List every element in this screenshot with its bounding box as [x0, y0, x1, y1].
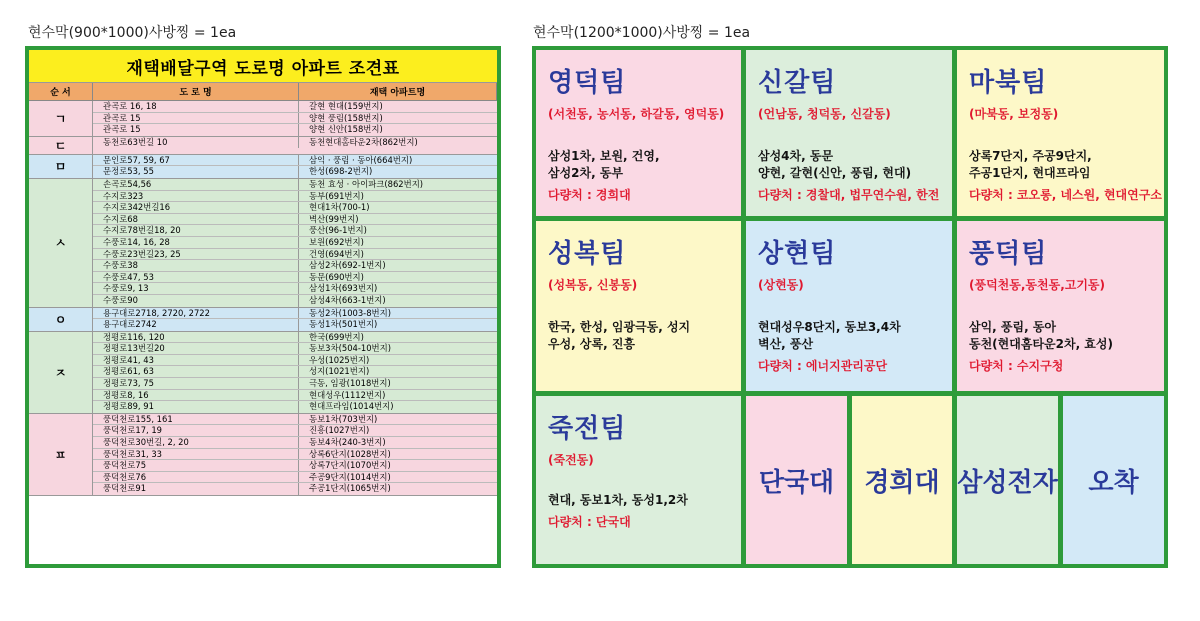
apartment-cell: 삼익 · 풍림 · 동아(664번지): [309, 154, 413, 165]
table-row: [93, 179, 497, 191]
road-name-cell: 수풍로38: [93, 260, 299, 271]
road-name-cell: 관곡로 15: [93, 113, 299, 124]
apartment-cell: 진흥(1027번지): [309, 425, 370, 436]
apartment-line: 삼성4차, 동문: [758, 149, 834, 163]
table-group: [29, 414, 497, 496]
table-row: [93, 366, 497, 378]
apartment-cell: 양현 신안(158번지): [309, 124, 383, 135]
team-singal: [746, 50, 952, 216]
table-title: 재택배달구역 도로명 아파트 조견표: [29, 50, 497, 83]
road-name-cell: 문인로57, 59, 67: [93, 155, 299, 166]
apartment-cell: 보원(692번지): [309, 236, 364, 247]
apartment-cell: 한성(698-2번지): [309, 166, 373, 177]
road-name-cell: 수지로323: [93, 191, 299, 202]
table-row: [93, 166, 497, 178]
team-jukjeon: [536, 396, 741, 564]
apartment-cell: 상록6단지(1028번지): [309, 448, 391, 459]
road-name-cell: 정평로116, 120: [93, 332, 299, 343]
road-name-cell: 수풍로47, 53: [93, 272, 299, 283]
table-row: [93, 225, 497, 237]
team-areas: (상현동): [758, 278, 804, 292]
table-row: [93, 437, 497, 449]
road-name-cell: 풍덕천로76: [93, 472, 299, 483]
table-row: [93, 343, 497, 355]
table-row: [93, 414, 497, 426]
place-samsung: 삼성전자: [957, 396, 1058, 564]
apartment-line: 현대, 동보1차, 동성1,2차: [548, 493, 688, 507]
team-name: 상현팀: [758, 239, 837, 269]
table-row: [93, 295, 497, 307]
road-name-cell: 정평로73, 75: [93, 378, 299, 389]
header-road: 도 로 명: [93, 83, 299, 101]
table-group: [29, 155, 497, 179]
team-yeongdeok: [536, 50, 741, 216]
table-row: [93, 449, 497, 461]
apartment-cell: 동보4차(240-3번지): [309, 437, 386, 448]
team-apartments: [758, 319, 942, 353]
place-dankook: 단국대: [746, 396, 847, 564]
table-row: [93, 283, 497, 295]
table-row: [93, 460, 497, 472]
group-key: ㅁ: [29, 155, 93, 178]
apartment-cell: 주공1단지(1065번지): [309, 483, 391, 494]
table-row: [93, 472, 497, 484]
road-name-cell: 수지로78번길18, 20: [93, 225, 299, 236]
road-name-cell: 용구대로2718, 2720, 2722: [93, 308, 299, 319]
team-pungdeok: [957, 221, 1164, 391]
table-row: [93, 483, 497, 495]
place-kyunghee: 경희대: [852, 396, 952, 564]
table-row: [93, 237, 497, 249]
apartment-cell: 삼성2차(692-1번지): [309, 260, 386, 271]
road-name-cell: 풍덕천로30번길, 2, 20: [93, 437, 299, 448]
team-bulk-recipient: 다량처 : 단국대: [548, 515, 631, 529]
apartment-line: 상록7단지, 주공9단지,: [969, 149, 1092, 163]
table-row: [93, 425, 497, 437]
road-name-cell: 수지로68: [93, 214, 299, 225]
table-row: [93, 378, 497, 390]
road-name-cell: 관곡로 16, 18: [93, 101, 299, 112]
team-name: 죽전팀: [548, 414, 627, 444]
team-apartments: [969, 319, 1154, 353]
apartment-cell: 현대프라임(1014번지): [309, 401, 394, 412]
apartment-cell: 동성1차(501번지): [309, 319, 378, 330]
road-name-cell: 손곡로54,56: [93, 179, 299, 190]
team-areas: (죽전동): [548, 453, 594, 467]
team-bulk-recipient: 다량처 : 코오롱, 네스원, 현대연구소: [969, 188, 1162, 202]
table-row: [93, 390, 497, 402]
apartment-cell: 양현 풍림(158번지): [309, 112, 383, 123]
apartment-cell: 동보1차(703번지): [309, 413, 378, 424]
team-name: 마북팀: [969, 68, 1048, 98]
table-row: [93, 202, 497, 214]
road-name-cell: 풍덕천로91: [93, 483, 299, 495]
apartment-cell: 극동, 임광(1018번지): [309, 378, 391, 389]
group-key: ㅇ: [29, 308, 93, 331]
team-areas: (서천동, 농서동, 하갈동, 영덕동): [548, 107, 725, 121]
team-grid: [532, 46, 1168, 568]
road-name-cell: 정평로41, 43: [93, 355, 299, 366]
apartment-line: 현대성우8단지, 동보3,4차: [758, 320, 901, 334]
team-areas: (언남동, 청덕동, 신갈동): [758, 107, 891, 121]
team-areas: (성복동, 신봉동): [548, 278, 638, 292]
table-row: [93, 260, 497, 272]
table-group: [29, 332, 497, 414]
road-name-cell: 관곡로 15: [93, 124, 299, 136]
team-name: 신갈팀: [758, 68, 837, 98]
table-row: [93, 308, 497, 320]
group-key: ㅍ: [29, 414, 93, 495]
team-apartments: [758, 148, 942, 182]
table-row: [93, 272, 497, 284]
apartment-line: 삼성2차, 동부: [548, 166, 624, 180]
table-header: [29, 83, 497, 101]
header-apartment: 재택 아파트명: [299, 83, 497, 101]
road-name-cell: 수지로342번길16: [93, 202, 299, 213]
apartment-line: 한국, 한성, 임광극동, 성지: [548, 320, 691, 334]
place-misdelivery: 오착: [1063, 396, 1164, 564]
team-areas: (마북동, 보정동): [969, 107, 1059, 121]
table-row: [93, 319, 497, 331]
apartment-cell: 동성2차(1003-8번지): [309, 307, 391, 318]
apartment-cell: 건영(694번지): [309, 248, 364, 259]
road-name-cell: 정평로8, 16: [93, 390, 299, 401]
road-name-cell: 수풍로14, 16, 28: [93, 237, 299, 248]
apartment-line: 삼성1차, 보원, 건영,: [548, 149, 660, 163]
road-name-cell: 풍덕천로155, 161: [93, 414, 299, 425]
header-order: 순 서: [29, 83, 93, 101]
road-name-cell: 수풍로23번길23, 25: [93, 249, 299, 260]
table-group: [29, 179, 497, 308]
road-name-cell: 정평로13번길20: [93, 343, 299, 354]
apartment-cell: 한국(699번지): [309, 331, 364, 342]
road-name-cell: 정평로61, 63: [93, 366, 299, 377]
road-name-cell: 풍덕천로75: [93, 460, 299, 471]
road-name-cell: 수풍로9, 13: [93, 283, 299, 294]
road-name-cell: 수풍로90: [93, 295, 299, 307]
left-banner-caption: 현수막(900*1000)사방찡 = 1ea: [28, 25, 237, 41]
group-key: ㅅ: [29, 179, 93, 307]
team-apartments: [548, 319, 731, 353]
apartment-line: 벽산, 풍산: [758, 337, 814, 351]
team-bulk-recipient: 다량처 : 경찰대, 법무연수원, 한전: [758, 188, 940, 202]
apartment-cell: 주공9단지(1014번지): [309, 471, 391, 482]
apartment-cell: 성지(1021번지): [309, 366, 370, 377]
team-name: 성복팀: [548, 239, 627, 269]
team-sanghyeon: [746, 221, 952, 391]
apartment-cell: 상록7단지(1070번지): [309, 460, 391, 471]
apartment-cell: 풍산(96-1번지): [309, 225, 367, 236]
team-seongbok: [536, 221, 741, 391]
table-row: [93, 249, 497, 261]
table-body: [29, 101, 497, 496]
table-row: [93, 332, 497, 344]
table-row: [93, 113, 497, 125]
team-name: 영덕팀: [548, 68, 627, 98]
table-row: [93, 124, 497, 136]
table-row: [93, 101, 497, 113]
apartment-line: 삼익, 풍림, 동아: [969, 320, 1057, 334]
right-banner-caption: 현수막(1200*1000)사방찡 = 1ea: [533, 25, 751, 41]
apartment-line: 양현, 갈현(신안, 풍림, 현대): [758, 166, 912, 180]
table-row: [93, 191, 497, 203]
apartment-cell: 동보3차(504-10번지): [309, 343, 391, 354]
group-key: ㄱ: [29, 101, 93, 136]
apartment-cell: 동천 효성 · 아이파크(862번지): [309, 178, 424, 189]
apartment-cell: 동천현대홈타운2차(862번지): [309, 136, 418, 147]
table-row: [93, 137, 497, 149]
team-apartments: [969, 148, 1154, 182]
table-row: [93, 214, 497, 226]
team-bulk-recipient: 다량처 : 수지구청: [969, 359, 1064, 373]
team-apartments: [548, 148, 731, 182]
team-mabuk: [957, 50, 1164, 216]
apartment-cell: 우성(1025번지): [309, 354, 370, 365]
table-row: [93, 155, 497, 167]
road-name-cell: 풍덕천로17, 19: [93, 425, 299, 436]
apartment-cell: 현대1차(700-1): [309, 202, 370, 213]
apartment-line: 우성, 상록, 진흥: [548, 337, 636, 351]
road-name-cell: 문정로53, 55: [93, 166, 299, 178]
apartment-cell: 삼성1차(693번지): [309, 283, 378, 294]
table-group: [29, 101, 497, 137]
table-group: [29, 137, 497, 155]
road-name-cell: 정평로89, 91: [93, 401, 299, 413]
team-apartments: [548, 492, 731, 509]
table-row: [93, 355, 497, 367]
apartment-cell: 동문(690번지): [309, 271, 364, 282]
table-group: [29, 308, 497, 332]
group-key: ㄷ: [29, 137, 93, 154]
apartment-cell: 갈현 현대(159번지): [309, 101, 383, 111]
apartment-cell: 벽산(99번지): [309, 213, 359, 224]
apartment-line: 주공1단지, 현대프라임: [969, 166, 1091, 180]
road-name-cell: 용구대로2742: [93, 319, 299, 331]
apartment-cell: 동부(691번지): [309, 190, 364, 201]
road-name-cell: 동천로63번길 10: [93, 137, 299, 149]
team-bulk-recipient: 다량처 : 에너지관리공단: [758, 359, 888, 373]
team-areas: (풍덕천동,동천동,고기동): [969, 278, 1106, 292]
team-name: 풍덕팀: [969, 239, 1048, 269]
road-name-cell: 풍덕천로31, 33: [93, 449, 299, 460]
table-row: [93, 401, 497, 413]
team-bulk-recipient: 다량처 : 경희대: [548, 188, 631, 202]
apartment-cell: 삼성4차(663-1번지): [309, 294, 386, 305]
group-key: ㅈ: [29, 332, 93, 413]
apartment-cell: 현대성우(1112번지): [309, 389, 386, 400]
apartment-line: 동천(현대홈타운2차, 효성): [969, 337, 1113, 351]
road-apartment-table: [25, 46, 501, 568]
